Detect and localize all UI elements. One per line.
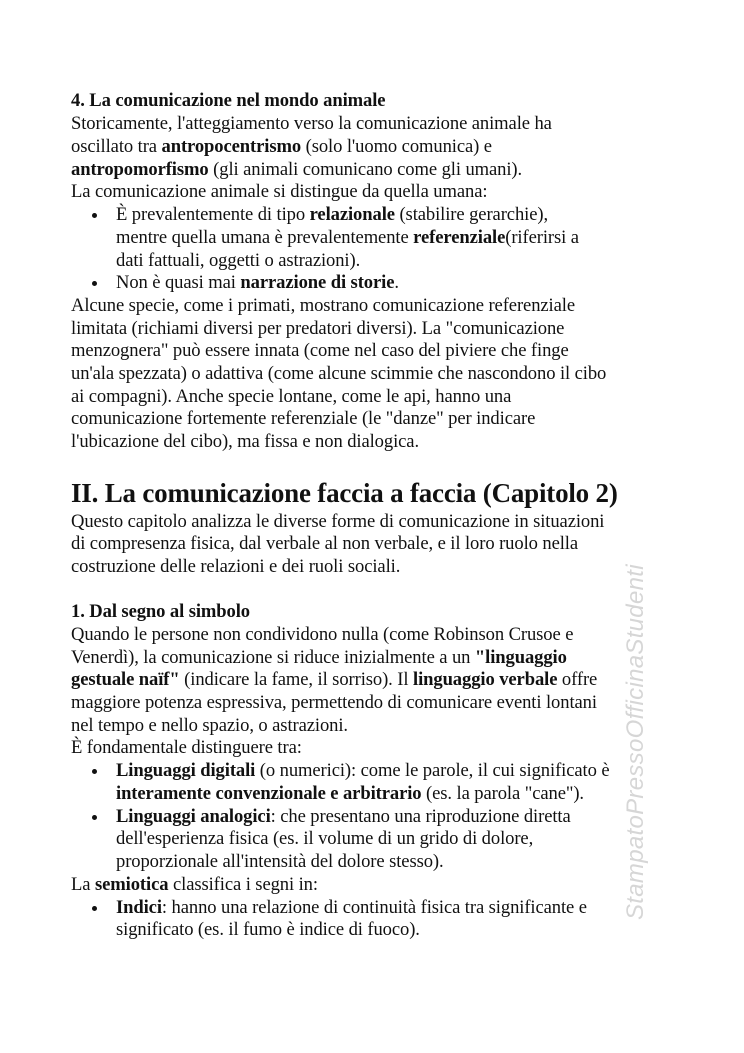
list-item-line (116, 272, 399, 294)
term-gestuale-naif: gestuale naïf" (71, 669, 180, 690)
paragraph-line: di compresenza fisica, dal verbale al non verbale, e il loro ruolo nella (71, 533, 579, 554)
term-linguaggio-gestuale: "linguaggio (474, 647, 567, 668)
paragraph-line (71, 647, 567, 669)
text: (es. la parola "cane"). (421, 783, 584, 804)
text: La (71, 874, 95, 895)
list-item-line (116, 806, 571, 828)
text: (stabilire gerarchie), (394, 204, 548, 225)
paragraph-line: ai compagni). Anche specie lontane, come le api, hanno una (71, 386, 512, 407)
list-item-line: proporzionale all'intensità del dolore stesso). (116, 851, 444, 872)
paragraph-line: menzognera" può essere innata (come nel caso del piviere che finge (71, 340, 569, 361)
term-antropomorfismo: antropomorfismo (71, 159, 209, 180)
term-indici: Indici (116, 897, 162, 918)
bullet-icon (92, 769, 97, 774)
list-item-line (116, 760, 610, 782)
list-item-line (116, 783, 584, 805)
text: (riferirsi a (505, 227, 579, 248)
text: oscillato tra (71, 136, 162, 157)
bullet-icon (92, 906, 97, 911)
text-line: La comunicazione animale si distingue da quella umana: (71, 181, 488, 202)
bullet-icon (92, 815, 97, 820)
term-linguaggi-analogici: Linguaggi analogici (116, 806, 271, 827)
text: classifica i segni in: (168, 874, 318, 895)
list-item-line (116, 227, 579, 249)
paragraph-line (71, 874, 318, 896)
list-item-line (116, 897, 587, 919)
text: Non è quasi mai (116, 272, 241, 293)
text: Venerdì), la comunicazione si riduce inizialmente a un (71, 647, 475, 668)
paragraph-line: maggiore potenza espressiva, permettendo di comunicare eventi lontani (71, 692, 597, 713)
term-linguaggi-digitali: Linguaggi digitali (116, 760, 256, 781)
text: (gli animali comunicano come gli umani). (208, 159, 523, 180)
list-item-line: dell'esperienza fisica (es. il volume di un grido di dolore, (116, 828, 534, 849)
text: : hanno una relazione di continuità fisica tra significante e (161, 897, 587, 918)
text: (solo l'uomo comunica) e (301, 136, 492, 157)
text: (o numerici): come le parole, il cui significato è (255, 760, 610, 781)
term-relazionale: relazionale (309, 204, 395, 225)
text: : che presentano una riproduzione diretta (270, 806, 571, 827)
paragraph-line: l'ubicazione del cibo), ma fissa e non dialogica. (71, 431, 419, 452)
text: È prevalentemente di tipo (116, 204, 310, 225)
paragraph-line: nel tempo e nello spazio, o astrazioni. (71, 715, 348, 736)
text-line (71, 136, 492, 158)
paragraph-line: costruzione delle relazioni e dei ruoli sociali. (71, 556, 401, 577)
paragraph-line: un'ala spezzata) o adattiva (come alcune scimmie che nascondono il cibo (71, 363, 607, 384)
section-heading-animal-communication: 4. La comunicazione nel mondo animale (71, 90, 386, 111)
paragraph-line: comunicazione fortemente referenziale (le "danze" per indicare (71, 408, 536, 429)
text: (indicare la fame, il sorriso). Il (179, 669, 413, 690)
paragraph-line: È fondamentale distinguere tra: (71, 737, 302, 758)
text: . (394, 272, 399, 293)
paragraph-line: Quando le persone non condividono nulla (come Robinson Crusoe e (71, 624, 574, 645)
term-linguaggio-verbale: linguaggio verbale (413, 669, 558, 690)
text-line (71, 159, 522, 181)
term-narrazione-di-storie: narrazione di storie (240, 272, 395, 293)
paragraph-line (71, 669, 597, 691)
bullet-icon (92, 213, 97, 218)
section-heading-segno-simbolo: 1. Dal segno al simbolo (71, 601, 251, 622)
term-referenziale: referenziale (413, 227, 506, 248)
text: mentre quella umana è prevalentemente (116, 227, 414, 248)
term-convenzionale-arbitrario: interamente convenzionale e arbitrario (116, 783, 422, 804)
text-line: Storicamente, l'atteggiamento verso la comunicazione animale ha (71, 113, 552, 134)
paragraph-line: limitata (richiami diversi per predatori diversi). La "comunicazione (71, 318, 565, 339)
chapter-heading: II. La comunicazione faccia a faccia (Capitolo 2) (71, 478, 618, 508)
bullet-icon (92, 281, 97, 286)
paragraph-line: Questo capitolo analizza le diverse forme di comunicazione in situazioni (71, 511, 605, 532)
term-antropocentrismo: antropocentrismo (161, 136, 302, 157)
term-semiotica: semiotica (94, 874, 169, 895)
list-item-line (116, 204, 548, 226)
text: offre (557, 669, 598, 690)
list-item-line: significato (es. il fumo è indice di fuoco). (116, 919, 420, 940)
watermark: StampatoPressoOfficinaStudenti (622, 564, 649, 920)
list-item-line: dati fattuali, oggetti o astrazioni). (116, 250, 361, 271)
paragraph-line: Alcune specie, come i primati, mostrano comunicazione referenziale (71, 295, 575, 316)
